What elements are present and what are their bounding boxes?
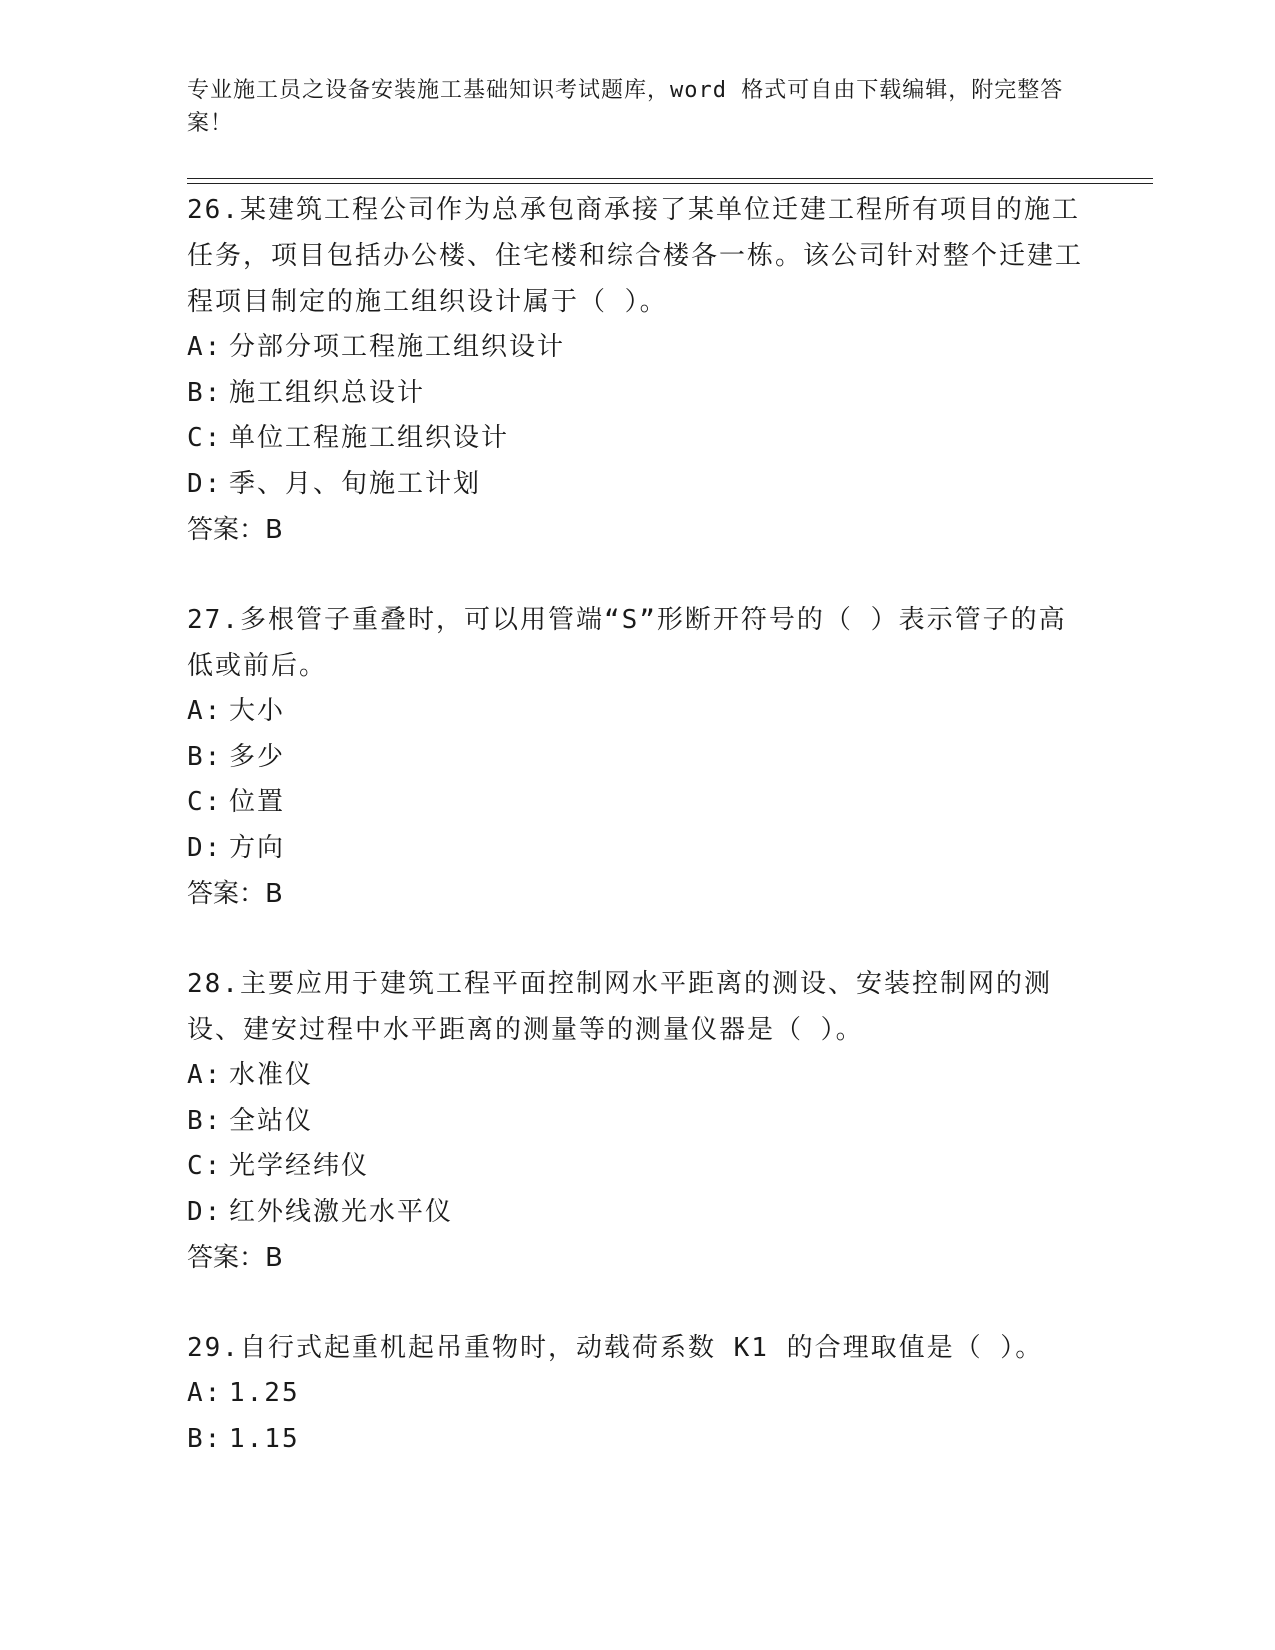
question-29 xyxy=(187,1325,1087,1462)
option-text: 季、月、旬施工计划 xyxy=(229,468,482,499)
option-b xyxy=(187,1099,1087,1145)
question-text: 28.主要应用于建筑工程平面控制网水平距离的测设、安装控制网的测设、建安过程中水平距离的测量等的测量仪器是（ ）。 xyxy=(187,969,1052,1045)
document-header: 专业施工员之设备安装施工基础知识考试题库，word 格式可自由下载编辑，附完整答案！ xyxy=(187,78,1064,136)
option-text: 多少 xyxy=(229,741,286,772)
option-b xyxy=(187,735,1087,781)
option-c xyxy=(187,1144,1087,1190)
answer-label: 答案：B xyxy=(187,879,283,909)
question-27 xyxy=(187,597,1087,917)
answer-label: 答案：B xyxy=(187,1243,283,1273)
option-text: 1.15 xyxy=(229,1423,300,1454)
question-28 xyxy=(187,961,1087,1281)
question-26 xyxy=(187,187,1087,553)
option-letter: D: xyxy=(187,1196,223,1227)
option-letter: A: xyxy=(187,1378,223,1408)
option-letter: C: xyxy=(187,787,223,817)
option-a xyxy=(187,1371,1087,1417)
option-d xyxy=(187,826,1087,872)
option-text: 大小 xyxy=(229,696,286,726)
option-text: 红外线激光水平仪 xyxy=(229,1196,454,1227)
option-c xyxy=(187,416,1087,462)
question-text: 27.多根管子重叠时，可以用管端“S”形断开符号的（ ）表示管子的高低或前后。 xyxy=(187,605,1067,681)
option-letter: C: xyxy=(187,423,223,453)
option-b xyxy=(187,1417,1087,1463)
option-a xyxy=(187,1053,1087,1099)
option-letter: B: xyxy=(187,741,223,772)
option-a xyxy=(187,325,1087,371)
option-letter: A: xyxy=(187,696,223,726)
option-letter: D: xyxy=(187,468,223,499)
option-d xyxy=(187,1190,1087,1236)
option-text: 光学经纬仪 xyxy=(229,1151,370,1181)
option-text: 1.25 xyxy=(229,1378,300,1408)
option-letter: B: xyxy=(187,1105,223,1136)
header-divider-top xyxy=(187,178,1153,179)
option-letter: A: xyxy=(187,1060,223,1090)
answer-label: 答案：B xyxy=(187,515,283,545)
option-letter: A: xyxy=(187,332,223,362)
option-text: 全站仪 xyxy=(229,1105,314,1136)
header-divider-bottom xyxy=(187,183,1153,184)
option-text: 分部分项工程施工组织设计 xyxy=(229,332,566,362)
option-text: 方向 xyxy=(229,832,286,863)
option-letter: D: xyxy=(187,832,223,863)
question-text: 29.自行式起重机起吊重物时，动载荷系数 K1 的合理取值是（ ）。 xyxy=(187,1333,1044,1363)
option-text: 位置 xyxy=(229,787,286,817)
question-text: 26.某建筑工程公司作为总承包商承接了某单位迁建工程所有项目的施工任务，项目包括办公楼、住宅楼和综合楼各一栋。该公司针对整个迁建工程项目制定的施工组织设计属于（ ）。 xyxy=(187,195,1084,317)
option-letter: B: xyxy=(187,1423,223,1454)
option-text: 单位工程施工组织设计 xyxy=(229,423,510,453)
option-text: 施工组织总设计 xyxy=(229,377,426,408)
option-c xyxy=(187,780,1087,826)
option-d xyxy=(187,462,1087,508)
question-list xyxy=(187,187,1087,1462)
option-text: 水准仪 xyxy=(229,1060,314,1090)
option-letter: B: xyxy=(187,377,223,408)
option-a xyxy=(187,689,1087,735)
option-letter: C: xyxy=(187,1151,223,1181)
option-b xyxy=(187,371,1087,417)
